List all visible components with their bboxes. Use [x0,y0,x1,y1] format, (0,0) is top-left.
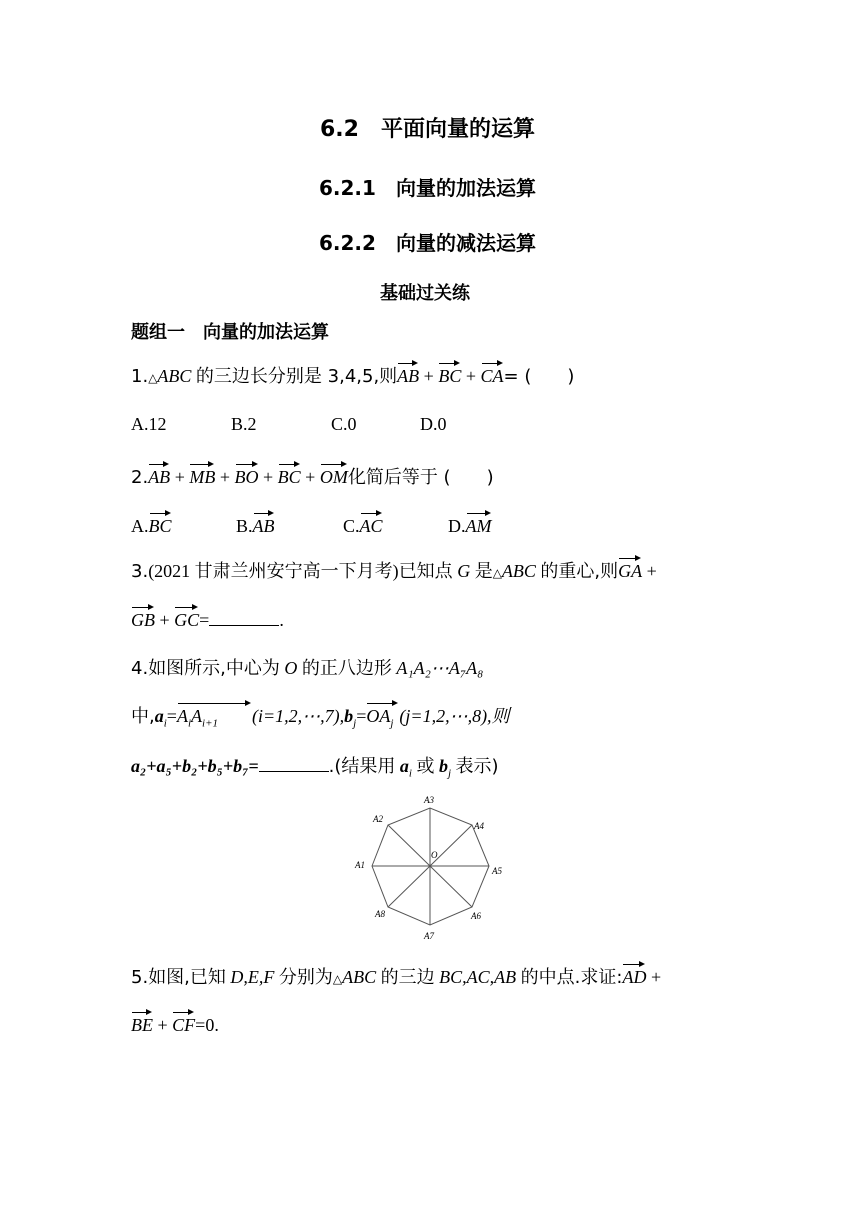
question-4-line1: 4.如图所示,中心为 O 的正八边形 A₁A₂⋯A₇A₈ [131,658,484,679]
exercise-heading: 基础过关练 [380,283,470,304]
question-5-line2: BE + CF=0. [131,1009,219,1036]
label-A2: A2 [373,814,383,824]
q1-option-d: D.0 [420,414,447,434]
label-A4: A4 [474,821,484,831]
label-A5: A5 [492,866,502,876]
question-4-line3: a₂+a₅+b₂+b₅+b₇= .(结果用 $a_i$ 或 $b_j$ 表示) [131,756,499,780]
question-2: 2.AB + MB + BO + BC + OM化简后等于 ( ) [131,461,494,489]
q2-option-c: C.AC [343,510,383,537]
q1-option-c: C.0 [331,414,357,434]
answer-blank-q3[interactable] [209,609,279,626]
label-A6: A6 [471,911,481,921]
title-subsection-2: 6.2.2 向量的减法运算 [319,231,536,255]
group-heading: 题组一 向量的加法运算 [131,322,329,343]
question-3-line2: GB + GC= . [131,604,284,631]
label-O: O [431,850,438,860]
q2-option-d: D.AM [448,510,492,537]
question-1: 1.△ABC 的三边长分别是 3,4,5,则AB + BC + CA= ( ) [131,360,574,388]
question-4-line2: 中$,a_i=A_iA_{i+1}$ $(i=1,2,\cdots,7),b_j=OA_j$ (j=1,2,⋯,8),则 [131,700,510,730]
title-subsection-1: 6.2.1 向量的加法运算 [319,176,536,200]
label-A7: A7 [424,931,434,941]
q2-option-a: A.BC [131,510,172,537]
q1-option-b: B.2 [231,414,257,434]
label-A1: A1 [355,860,365,870]
q2-option-b: B.AB [236,510,275,537]
title-section: 6.2 平面向量的运算 [320,117,535,142]
answer-blank-q4[interactable] [259,755,329,772]
label-A8: A8 [375,909,385,919]
question-3-line1: 3.(2021 甘肃兰州安宁高一下月考)已知点 G 是△ABC 的重心,则GA + [131,555,657,583]
label-A3: A3 [424,795,434,805]
q1-option-a: A.12 [131,414,167,434]
question-5-line1: 5.如图,已知 D,E,F 分别为△ABC 的三边 BC,AC,AB 的中点.求证:AD + [131,961,661,989]
octagon-figure [350,790,520,950]
